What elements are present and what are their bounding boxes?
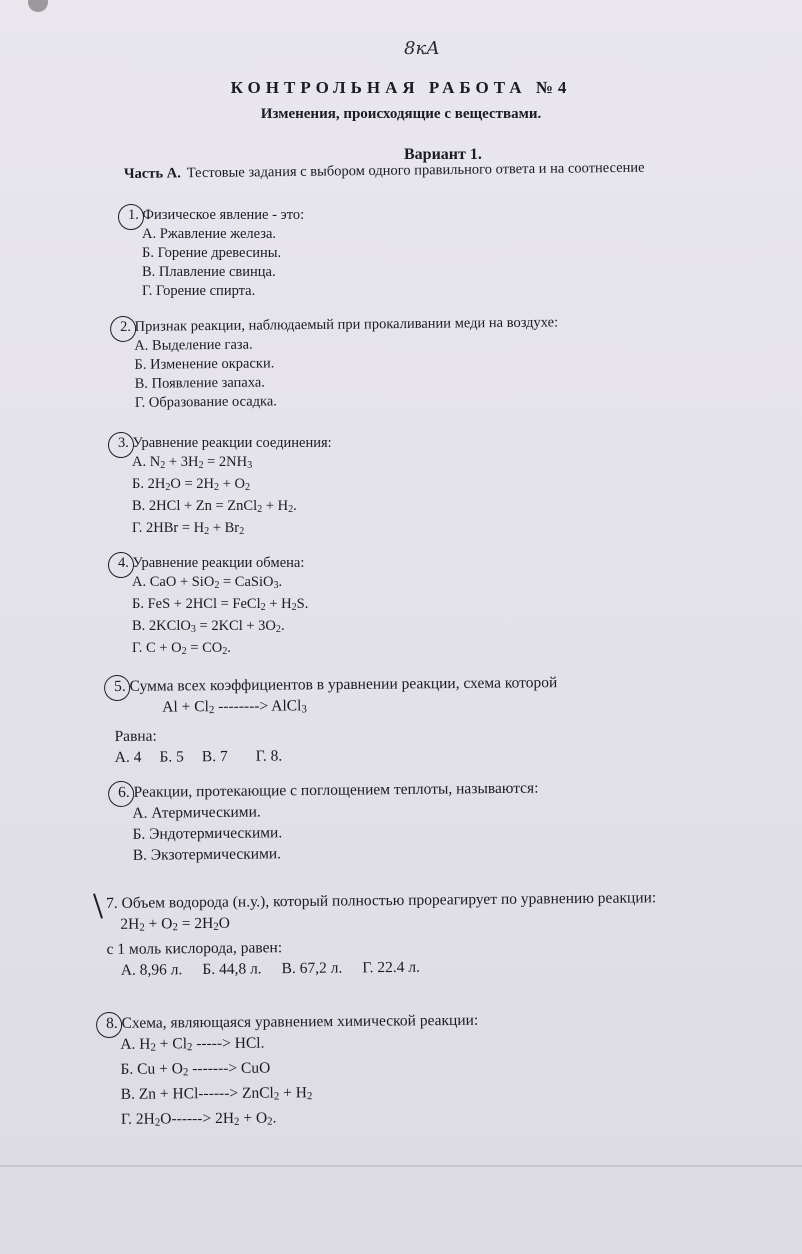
answer-option: Г. Образование осадка. — [134, 393, 277, 411]
question-6 — [118, 778, 539, 866]
answer-option: Б. $Cu + O_2$ -------> CuO — [120, 1059, 271, 1079]
handwritten-circle — [108, 781, 134, 807]
question-number: 7. — [106, 894, 118, 912]
answer-row: А. 8,96 л. Б. 44,8 л. В. 67,2 л. Г. 22.4 л. — [120, 958, 420, 979]
question-stem: Уравнение реакции соединения: — [132, 435, 332, 451]
question-number: 4. — [118, 555, 129, 571]
punch-hole — [28, 0, 48, 12]
answer-option: В. Zn + HCl------> ZnCl$_2$ + $H_2$ — [120, 1084, 313, 1103]
question-stem: Признак реакции, наблюдаемый при прокаливании меди на воздухе: — [134, 314, 559, 335]
part-text: Тестовые задания с выбором одного правильного ответа и на соотнесение — [186, 159, 645, 182]
part-label: Часть А. — [123, 165, 181, 182]
question-number: 8. — [106, 1015, 118, 1032]
handwritten-tick-mark — [93, 893, 103, 918]
question-continuation: с 1 моль кислорода, равен: — [106, 939, 283, 958]
question-stem: Объем водорода (н.у.), который полностью прореагирует по уравнению реакции: — [121, 889, 657, 912]
answer-option: А. Ржавление железа. — [142, 226, 277, 242]
answer-option: В. 2HCl + Zn = ZnCl$_2$ + $H_2$. — [132, 498, 297, 515]
handwritten-circle — [110, 316, 136, 342]
question-8 — [106, 1010, 479, 1134]
answer-option: А. CaO + SiO$_2$ = CaSiO$_3$. — [132, 574, 283, 591]
question-3 — [118, 434, 332, 541]
answer-option: В. 2KClO$_3$ = $2KCl + 3O_2$. — [132, 618, 285, 635]
paper-fold — [0, 1165, 802, 1167]
question-stem: Уравнение реакции обмена: — [132, 555, 305, 571]
variant-label: Вариант 1. — [404, 146, 482, 163]
answer-option: А. $N_2 + 3H_2 = 2NH_3$ — [132, 454, 253, 471]
equals-label: Равна: — [114, 727, 157, 745]
test-title: КОНТРОЛЬНАЯ РАБОТА №4 — [230, 78, 572, 97]
question-2 — [120, 313, 559, 413]
answer-option: В. Появление запаха. — [134, 374, 266, 392]
question-number: 1. — [128, 207, 139, 223]
answer-option: А. Выделение газа. — [134, 336, 253, 354]
handwritten-class-note: 8кА — [404, 38, 440, 59]
test-subtitle: Изменения, происходящие с веществами. — [260, 106, 542, 122]
answer-option: А. $H_2 + Cl_2$ -----> HCl. — [120, 1034, 265, 1054]
question-4 — [118, 554, 308, 661]
handwritten-circle — [108, 432, 134, 458]
question-stem: Физическое явление - это: — [142, 207, 305, 223]
answer-option: Б. Горение древесины. — [142, 245, 282, 261]
question-stem: Схема, являющаяся уравнением химической реакции: — [121, 1011, 479, 1032]
answer-option: В. Плавление свинца. — [142, 264, 276, 280]
answer-option: Б. FeS + 2HCl = FeCl$_2$ + $H_2S$. — [132, 596, 309, 613]
question-number: 5. — [114, 678, 126, 695]
answer-option: Г. Горение спирта. — [142, 283, 256, 299]
answer-option: А. Атермическими. — [132, 803, 261, 822]
reaction-scheme: $Al + Cl_2$ --------> AlCl$_3$ — [162, 697, 307, 717]
answer-option: Г. $2H_2O------> 2H_2 + O_2$. — [120, 1109, 277, 1129]
handwritten-circle — [118, 204, 144, 230]
answer-option: Б. Эндотермическими. — [132, 824, 283, 843]
answer-option: Б. $2H_2O = 2H_2 + O_2$ — [132, 476, 251, 493]
question-number: 3. — [118, 435, 129, 451]
question-number: 6. — [118, 784, 130, 801]
answer-option: Б. Изменение окраски. — [134, 355, 275, 373]
handwritten-circle — [104, 675, 130, 701]
handwritten-circle — [96, 1012, 122, 1038]
answer-option: Г. $2HBr = H_2 + Br_2$ — [132, 520, 245, 537]
reaction-equation: $2H_2 + O_2 = 2H_2O$ — [120, 914, 230, 934]
question-number: 2. — [120, 319, 131, 335]
question-7 — [106, 887, 657, 981]
question-stem: Сумма всех коэффициентов в уравнении реакции, схема которой — [129, 674, 558, 695]
question-1 — [128, 206, 304, 301]
answer-row: А. 4 Б. 5 В. 7 Г. 8. — [114, 747, 283, 766]
answer-option: В. Экзотермическими. — [132, 845, 282, 864]
question-stem: Реакции, протекающие с поглощением теплоты, называются: — [133, 779, 539, 801]
question-5 — [114, 672, 558, 768]
handwritten-circle — [108, 552, 134, 578]
answer-option: Г. $C + O_2 = CO_2$. — [132, 640, 231, 657]
part-a-heading — [124, 160, 645, 183]
